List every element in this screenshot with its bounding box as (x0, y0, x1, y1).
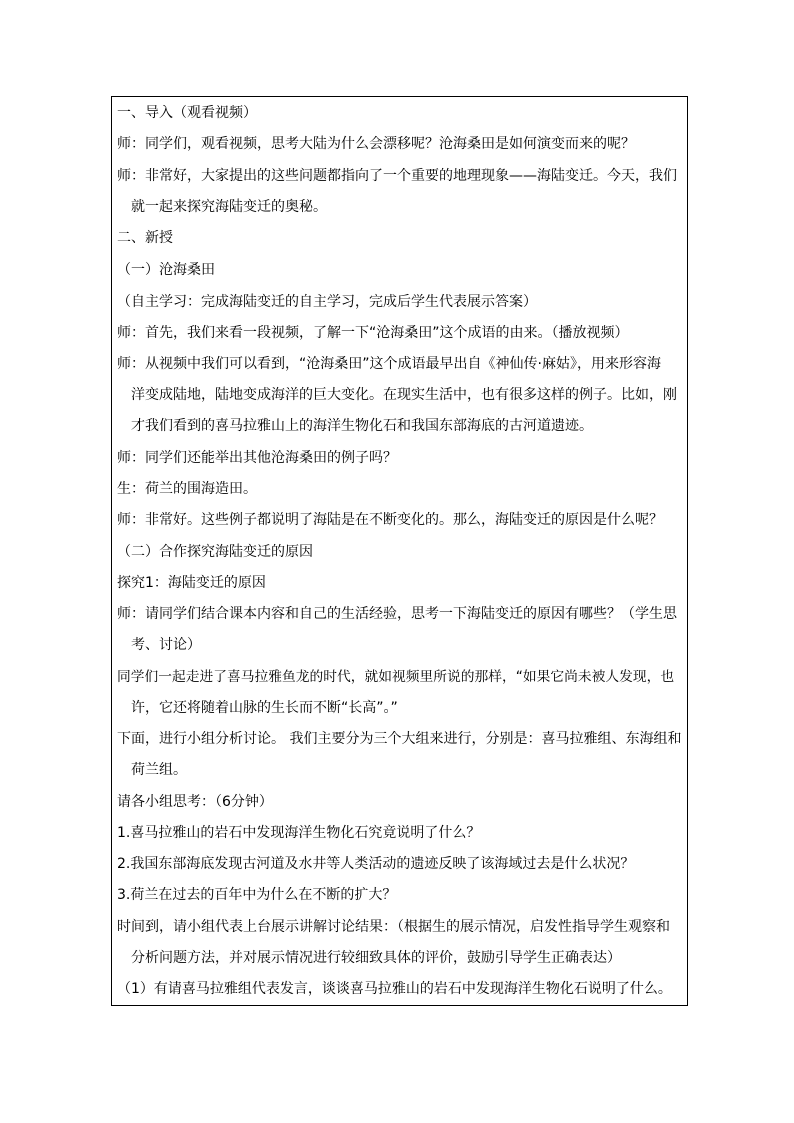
student-line: 生：荷兰的围海造田。 (117, 481, 257, 497)
narrative-line-continued: 荷兰组。 (131, 762, 187, 778)
teacher-line: 师：同学们，观看视频，思考大陆为什么会漂移呢？沧海桑田是如何演变而来的呢？ (117, 136, 635, 152)
teacher-line: 师：同学们还能举出其他沧海桑田的例子吗？ (117, 450, 397, 466)
presentation-line: （1）有请喜马拉雅组代表发言，谈谈喜马拉雅山的岩石中发现海洋生物化石说明了什么。 (117, 981, 672, 997)
teacher-line-continued: 就一起来探究海陆变迁的奥秘。 (131, 199, 327, 215)
teacher-line: 师：非常好。这些例子都说明了海陆是在不断变化的。那么，海陆变迁的原因是什么呢？ (117, 512, 663, 528)
teacher-line-continued: 考、讨论） (131, 637, 201, 653)
subsection-heading: （一）沧海桑田 (117, 262, 215, 278)
section-heading-intro: 一、导入（观看视频） (117, 105, 257, 121)
activity-note: （自主学习：完成海陆变迁的自主学习，完成后学生代表展示答案） (117, 294, 537, 310)
teacher-line: 师：首先，我们来看一段视频，了解一下“沧海桑田”这个成语的由来。（播放视频） (117, 325, 629, 341)
inquiry-heading: 探究1：海陆变迁的原因 (117, 575, 266, 591)
teacher-line: 师：非常好，大家提出的这些问题都指向了一个重要的地理现象——海陆变迁。今天，我们 (117, 168, 677, 184)
group-prompt: 请各小组思考：（6分钟） (117, 794, 273, 810)
narrative-line-continued: 许，它还将随着山脉的生长而不断“长高”。” (131, 700, 398, 716)
narrative-line: 同学们一起走进了喜马拉雅鱼龙的时代，就如视频里所说的那样，“如果它尚未被人发现，也 (117, 669, 675, 685)
subsection-heading: （二）合作探究海陆变迁的原因 (117, 544, 313, 560)
teacher-line: 师：请同学们结合课本内容和自己的生活经验，思考一下海陆变迁的原因有哪些？（学生思 (117, 606, 677, 622)
instruction-line: 时间到，请小组代表上台展示讲解讨论结果：（根据生的展示情况，启发性指导学生观察和 (117, 919, 670, 935)
narrative-line: 下面，进行小组分析讨论。 我们主要分为三个大组来进行，分别是：喜马拉雅组、东海组和 (117, 731, 682, 747)
question-item: 1.喜马拉雅山的岩石中发现海洋生物化石究竟说明了什么？ (117, 825, 481, 841)
question-item: 2.我国东部海底发现古河道及水井等人类活动的遗迹反映了该海域过去是什么状况？ (117, 856, 635, 872)
teacher-line: 师：从视频中我们可以看到，“沧海桑田”这个成语最早出自《神仙传·麻姑》，用来形容海 (117, 356, 661, 372)
question-item: 3.荷兰在过去的百年中为什么在不断的扩大？ (117, 887, 397, 903)
instruction-line-continued: 分析问题方法，并对展示情况进行较细致具体的评价，鼓励引导学生正确表达） (131, 950, 621, 966)
teacher-line-continued: 才我们看到的喜马拉雅山上的海洋生物化石和我国东部海底的古河道遗迹。 (131, 418, 593, 434)
section-heading-new: 二、新授 (117, 230, 173, 246)
teacher-line-continued: 洋变成陆地，陆地变成海洋的巨大变化。在现实生活中，也有很多这样的例子。比如，刚 (131, 387, 677, 403)
